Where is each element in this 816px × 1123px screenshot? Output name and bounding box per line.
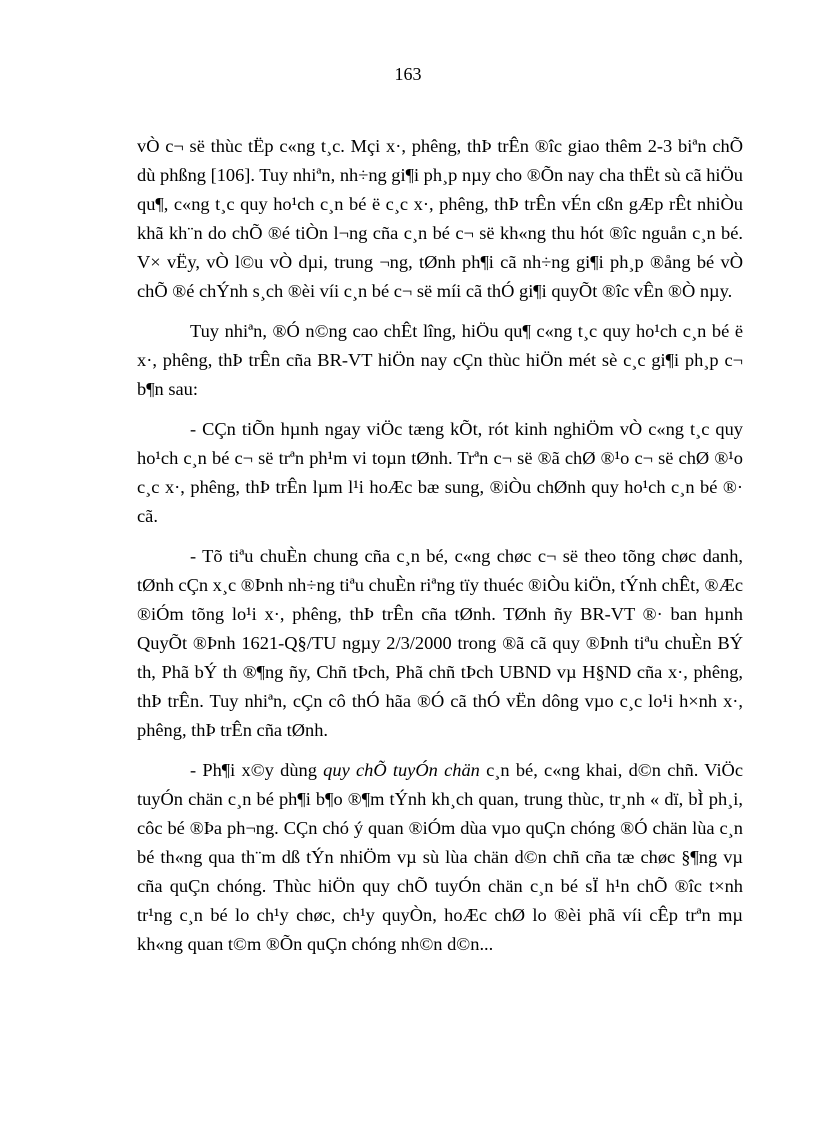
paragraph-5 — [137, 756, 743, 959]
paragraph-5-emphasis: quy chÕ tuyÓn chän — [323, 760, 480, 780]
paragraph-5-lead: - Ph¶i x©y dùng — [190, 760, 324, 780]
page-number: 163 — [394, 64, 422, 84]
body-text — [137, 132, 743, 970]
paragraph-1: vÒ c¬ së thùc tËp c«ng t¸c. Mçi x·, phêng, thÞ trÊn ®îc giao thêm 2-3 biªn chÕ dù phßng [106]. Tuy nhiªn, nh÷ng gi¶i ph¸p nµy cho ®Õn nay cha thËt sù cã hiÖu qu¶, c«ng t¸c quy ho¹ch c¸n bé ë c¸c x·, phêng, thÞ trÊn vÉn cßn gÆp rÊt nhiÒu khã kh¨n do chÕ ®é tiÒn l¬ng cña c¸n bé c¬ së kh«ng thu hót ®îc nguån c¸n bé. V× vËy, vÒ l©u vÒ dµi, trung ¬ng, tØnh ph¶i cã nh÷ng gi¶i ph¸p ®ång bé vÒ chÕ ®é chÝnh s¸ch ®èi víi c¸n bé c¬ së míi cã thÓ gi¶i quyÕt ®îc vÊn ®Ò nµy. — [137, 136, 743, 301]
paragraph-5-rest: c¸n bé, c«ng khai, d©n chñ. ViÖc tuyÓn chän c¸n bé ph¶i b¶o ®¶m tÝnh kh¸ch quan, trung thùc, tr¸nh « dï, bÌ ph¸i, côc bé ®Þa ph¬ng. CÇn chó ý quan ®iÓm dùa vµo quÇn chóng ®Ó chän lùa c¸n bé th«ng qua th¨m dß tÝn nhiÖm vµ sù lùa chän d©n chñ cña tæ chøc §¶ng vµ cña quÇn chóng. Thùc hiÖn quy chÕ tuyÓn chän c¸n bé sÏ h¹n chÕ ®îc t×nh tr¹ng c¸n bé lo ch¹y chøc, ch¹y quyÒn, hoÆc chØ lo ®èi phã víi cÊp trªn mµ kh«ng quan t©m ®Õn quÇn chóng nh©n d©n... — [137, 760, 744, 954]
paragraph-3: - CÇn tiÕn hµnh ngay viÖc tæng kÕt, rót kinh nghiÖm vÒ c«ng t¸c quy ho¹ch c¸n bé c¬ së trªn ph¹m vi toµn tØnh. Trªn c¬ së ®ã chØ ®¹o c¬ së chØ ®¹o c¸c x·, phêng, thÞ trÊn lµm l¹i hoÆc bæ sung, ®iÒu chØnh quy ho¹ch c¸n bé ®· cã. — [137, 419, 743, 526]
paragraph-4: - Tõ tiªu chuÈn chung cña c¸n bé, c«ng chøc c¬ së theo tõng chøc danh, tØnh cÇn x¸c ®Þnh nh÷ng tiªu chuÈn riªng tïy thuéc ®iÒu kiÖn, tÝnh chÊt, ®Æc ®iÓm tõng lo¹i x·, phêng, thÞ trÊn cña tØnh. TØnh ñy BR-VT ®· ban hµnh QuyÕt ®Þnh 1621-Q§/TU ngµy 2/3/2000 trong ®ã cã quy ®Þnh tiªu chuÈn BÝ th, Phã bÝ th ®¶ng ñy, Chñ tÞch, Phã chñ tÞch UBND vµ H§ND cña x·, phêng, thÞ trÊn. Tuy nhiªn, cÇn cô thÓ hãa ®Ó cã thÓ vËn dông vµo c¸c lo¹i h×nh x·, phêng, thÞ trÊn cña tØnh. — [137, 546, 743, 740]
paragraph-2: Tuy nhiªn, ®Ó n©ng cao chÊt lîng, hiÖu qu¶ c«ng t¸c quy ho¹ch c¸n bé ë x·, phêng, thÞ trÊn cña BR-VT hiÖn nay cÇn thùc hiÖn mét sè c¸c gi¶i ph¸p c¬ b¶n sau: — [137, 321, 743, 399]
